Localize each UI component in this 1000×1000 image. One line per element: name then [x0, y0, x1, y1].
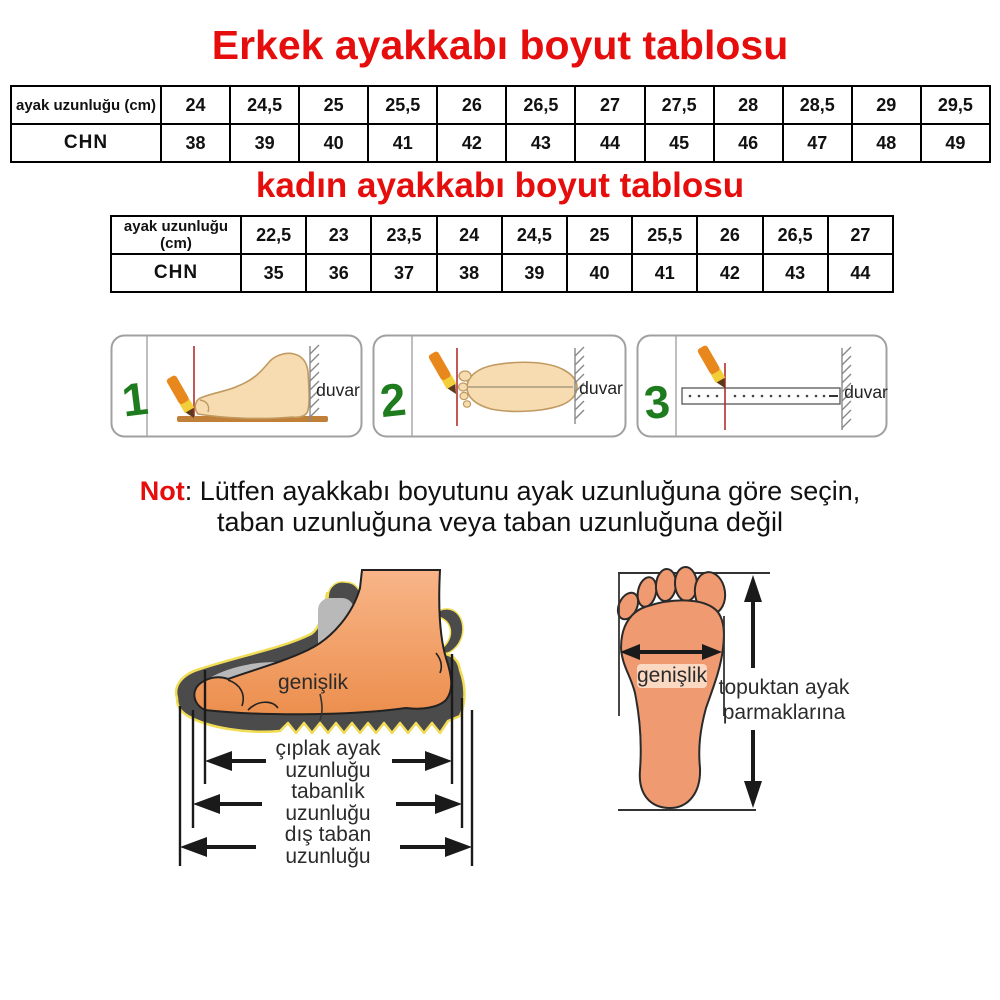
size-cell: 45	[645, 124, 714, 162]
wall-label: duvar	[316, 380, 360, 400]
step-number: 1	[118, 371, 151, 427]
row-header-cell: CHN	[11, 124, 161, 162]
width-label: genişlik	[636, 664, 708, 687]
size-cell: 39	[230, 124, 299, 162]
size-cell: 25	[567, 216, 632, 254]
step-number: 2	[377, 372, 409, 428]
outsole-length-label: uzunluğu	[285, 845, 371, 868]
size-cell: 41	[632, 254, 697, 292]
measure-step-2-panel	[372, 334, 627, 438]
size-cell: 24,5	[502, 216, 567, 254]
size-table-row	[111, 254, 893, 292]
size-cell: 27	[828, 216, 893, 254]
note-line-1-rest: : Lütfen ayakkabı boyutunu ayak uzunluğuna göre seçin,	[184, 476, 861, 506]
row-header-cell: ayak uzunluğu (cm)	[11, 86, 161, 124]
size-cell: 42	[437, 124, 506, 162]
footprint-diagram	[588, 558, 893, 820]
measure-step-1-panel	[110, 334, 363, 438]
size-cell: 28	[714, 86, 783, 124]
size-cell: 22,5	[241, 216, 306, 254]
barefoot-length-measure	[205, 737, 452, 782]
row-header-cell: ayak uzunluğu (cm)	[111, 216, 241, 254]
size-cell: 23	[306, 216, 371, 254]
measure-step-3-panel	[636, 334, 888, 438]
insole-length-measure	[193, 780, 462, 825]
size-cell: 27	[575, 86, 644, 124]
women-size-table	[110, 215, 894, 293]
size-cell: 48	[852, 124, 921, 162]
size-cell: 25,5	[632, 216, 697, 254]
size-cell: 29	[852, 86, 921, 124]
size-cell: 40	[299, 124, 368, 162]
size-cell: 24	[437, 216, 502, 254]
size-cell: 38	[437, 254, 502, 292]
toe	[463, 401, 470, 407]
barefoot-length-label: çıplak ayak	[275, 737, 381, 760]
toe	[459, 383, 468, 391]
size-cell: 24,5	[230, 86, 299, 124]
size-cell: 28,5	[783, 86, 852, 124]
size-table-row	[11, 124, 990, 162]
outsole-length-label: dış taban	[284, 823, 372, 846]
size-cell: 39	[502, 254, 567, 292]
women-size-title: kadın ayakkabı boyut tablosu	[255, 166, 745, 205]
size-cell: 46	[714, 124, 783, 162]
size-cell: 26,5	[506, 86, 575, 124]
heel-to-toe-label: parmaklarına	[722, 701, 846, 724]
big-toe	[459, 371, 471, 381]
size-cell: 38	[161, 124, 230, 162]
row-header-cell: CHN	[111, 254, 241, 292]
size-table-row	[11, 86, 990, 124]
note-line-2: taban uzunluğuna veya taban uzunluğuna değil	[217, 507, 783, 537]
wall-label: duvar	[579, 378, 623, 398]
size-cell: 26	[697, 216, 762, 254]
men-size-title: Erkek ayakkabı boyut tablosu	[211, 22, 789, 68]
size-cell: 42	[697, 254, 762, 292]
size-cell: 29,5	[921, 86, 990, 124]
size-cell: 43	[506, 124, 575, 162]
size-cell: 47	[783, 124, 852, 162]
size-cell: 23,5	[371, 216, 436, 254]
size-cell: 44	[575, 124, 644, 162]
size-cell: 27,5	[645, 86, 714, 124]
size-cell: 25	[299, 86, 368, 124]
toe	[674, 566, 698, 601]
size-cell: 35	[241, 254, 306, 292]
size-cell: 25,5	[368, 86, 437, 124]
men-size-table	[10, 85, 991, 163]
size-cell: 24	[161, 86, 230, 124]
insole-length-label: tabanlık	[291, 780, 365, 803]
size-cell: 26	[437, 86, 506, 124]
size-table-row	[111, 216, 893, 254]
size-cell: 49	[921, 124, 990, 162]
heel-to-toe-label: topuktan ayak	[718, 676, 850, 699]
barefoot-length-label: uzunluğu	[285, 759, 371, 782]
step-number: 3	[641, 374, 672, 429]
wall-label: duvar	[844, 382, 888, 402]
sole	[621, 600, 724, 808]
size-cell: 40	[567, 254, 632, 292]
note-label: Not	[139, 476, 185, 506]
insole-length-label: uzunluğu	[285, 802, 371, 825]
size-cell: 26,5	[763, 216, 828, 254]
toe	[460, 392, 468, 399]
foot-length-diagram	[148, 558, 503, 873]
note-line-1	[0, 476, 1000, 507]
size-cell: 43	[763, 254, 828, 292]
size-cell: 37	[371, 254, 436, 292]
size-cell: 41	[368, 124, 437, 162]
width-label: genişlik	[277, 671, 349, 694]
size-cell: 36	[306, 254, 371, 292]
note-text	[0, 476, 1000, 538]
size-cell: 44	[828, 254, 893, 292]
outsole-length-measure	[180, 823, 472, 868]
